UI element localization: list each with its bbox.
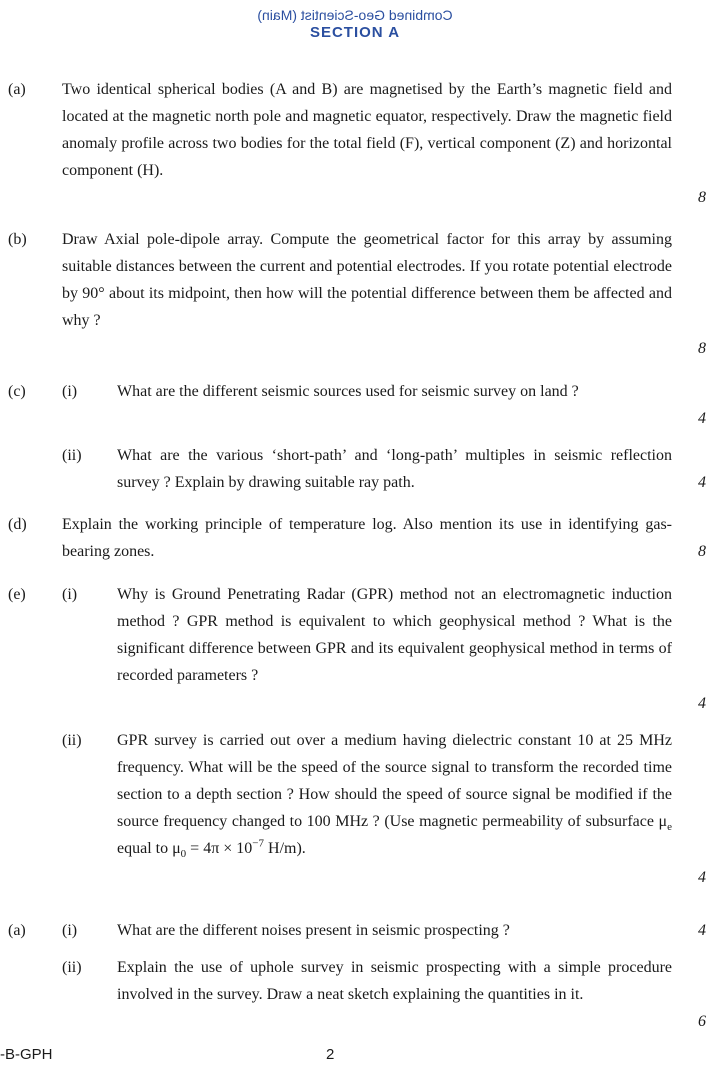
subquestion-text: What are the different noises present in seismic prospecting ? <box>117 922 510 939</box>
subquestion-text: What are the various ‘short-path’ and ‘long-path’ multiples in seismic reflection survey ? Explain by drawing suitable ray path. <box>117 447 672 491</box>
question-text: Two identical spherical bodies (A and B) are magnetised by the Earth’s magnetic field and located at the magnetic north pole and magnetic equator, respectively. Draw the magnetic field anomaly profile across two bodies for the total field (F), vertical component (Z) and horizontal component (H). <box>62 81 672 179</box>
subquestion-text: Why is Ground Penetrating Radar (GPR) method not an electromagnetic induction method ? GPR method is equivalent to which geophysical method ? What is the significant difference between GPR and its equivalent geophysical method in terms of recorded parameters ? <box>117 586 672 684</box>
question-label: (d) <box>8 516 27 533</box>
marks: 4 <box>698 869 706 886</box>
question-label: (b) <box>8 231 27 248</box>
marks: 4 <box>698 410 706 427</box>
subquestion-label: (i) <box>62 586 78 603</box>
subquestion-label: (i) <box>62 922 78 939</box>
marks: 6 <box>698 1013 706 1030</box>
subquestion-label: (ii) <box>62 959 82 976</box>
subquestion-text: Explain the use of uphole survey in seismic prospecting with a simple procedure involved in the survey. Draw a neat sketch explaining the quantities in it. <box>117 959 672 1003</box>
question-label: (a) <box>8 81 26 98</box>
marks: 8 <box>698 340 706 357</box>
marks: 4 <box>698 474 706 491</box>
exam-title: Combined Geo-Scientist (Main) <box>257 7 453 23</box>
question-text: Explain the working principle of temperature log. Also mention its use in identifying gas-bearing zones. <box>62 516 672 560</box>
marks: 8 <box>698 189 706 206</box>
page-header <box>0 6 710 42</box>
question-text: Draw Axial pole-dipole array. Compute the geometrical factor for this array by assuming suitable distances between the current and potential electrodes. If you rotate potential electrode by 90° about its midpoint, then how will the potential difference between them be affected and why ? <box>62 231 672 329</box>
section-title: SECTION A <box>309 24 401 41</box>
paper-code: -B-GPH <box>0 1046 53 1063</box>
question-label: (a) <box>8 922 26 939</box>
subquestion-text: What are the different seismic sources used for seismic survey on land ? <box>117 383 579 400</box>
subquestion-label: (ii) <box>62 732 82 749</box>
marks: 4 <box>698 695 706 712</box>
subquestion-label: (ii) <box>62 447 82 464</box>
subquestion-label: (i) <box>62 383 78 400</box>
marks: 4 <box>698 922 706 939</box>
question-label: (c) <box>8 383 26 400</box>
page-number: 2 <box>326 1046 335 1063</box>
subquestion-text: GPR survey is carried out over a medium having dielectric constant 10 at 25 MHz frequency. What will be the speed of the source signal to transform the recorded time section to a depth section ? How should the speed of source signal be modified if the source frequency changed to 100 MHz ? (Use magnetic permeability of subsurface $\mu_e$ equal to $\mu_0 = 4\pi \times 10^{-7}$ H/m). <box>117 732 672 861</box>
marks: 8 <box>698 543 706 560</box>
question-label: (e) <box>8 586 26 603</box>
